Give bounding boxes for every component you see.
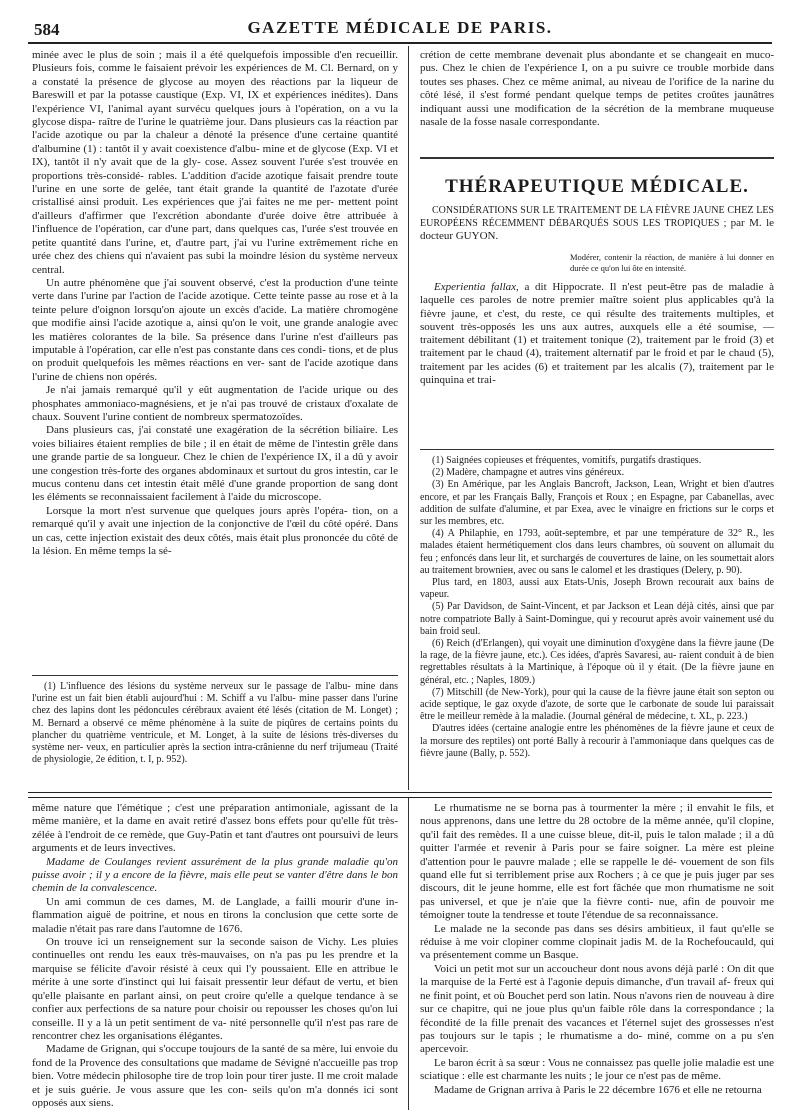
right-column-text — [420, 49, 774, 145]
paragraph: Un ami commun de ces dames, M. de Langlade, a failli mourir d'une in- flammation aiguë de poitrine, et nous en tirons la conclusion que cette sorte de maladie n'était pas rare dans l'automne de 1676. — [32, 895, 398, 935]
paragraph: Un autre phénomène que j'ai souvent observé, c'est la production d'une teinte verte dans l'urine par l'action de l'acide azotique. Cette teinte passe au rose et à la teinte pelure d'oignon lorsqu'on ajoute un excès d'acide. La matière chromogène que modifie ainsi l'acide azotique a, ainsi qu'on le voit, une grande analogie avec les matières colorantes de la bile. Sa présence dans l'urine n'est d'ailleurs pas imputable à l'opération, car elle n'est pas constante dans ces condi- tions, et de plus on produit quelquefois les mêmes réactions en ver- sant de l'acide azotique dans l'urine de chiens non opérés. — [32, 276, 398, 383]
paragraph: Madame de Grignan, qui s'occupe toujours de la santé de sa mère, lui envoie du fond de la Provence des consultations que madame de Sévigné n'accueille pas trop bien. Votre médecin philosophe tire de trop loin pour tirer juste. Il me croit malade et je suis guérie. Je vous assure que les con- seils qu'on m'a donnés ici sont opposés aux siens. — [32, 1043, 398, 1108]
latin-quote: Experientia fallax, — [434, 281, 519, 293]
page-header — [0, 0, 800, 44]
column-divider — [408, 798, 409, 1110]
footnote: (5) Par Davidson, de Saint-Vincent, et par Jackson et Lean déjà cités, ainsi que par notre compatriote Bally à Saint-Domingue, qui y recourut après avoir vainement usé du bain froid seul. — [420, 601, 774, 637]
section-title: THÉRAPEUTIQUE MÉDICALE. — [445, 176, 749, 197]
section-divider — [420, 157, 774, 159]
right-footnotes — [420, 455, 774, 789]
paragraph: Madame de Coulanges revient assurément de la plus grande maladie qu'on puisse avoir ; il y a encore de la fièvre, mais elle peut se vanter d'être dans le bon chemin de la convalescence. — [32, 855, 398, 895]
opening-text: a dit Hippocrate. Il n'est peut-être pas de maladie à laquelle ces paroles de notre premier maître soient plus applicables qu'à la fièvre jaune, et c'est, du reste, ce qui résulte des traitements multiples, et souvent très-opposés les uns aux autres, auxquels elle a été soumise, — traitement débilitant (1) et traitement tonique (2), traitement par le froid (3) et traitement par le chaud (4), traitement alternatif par le froid et par le chaud (5), traitement par les acides (6) et traitement par les alcalis (7), traitement par le quinquina et trai- — [420, 281, 774, 387]
paragraph: Dans plusieurs cas, j'ai constaté une exagération de la sécrétion biliaire. Les voies biliaires étaient remplies de bile ; il en était de même de l'intestin grêle dans une grande partie de sa longueur. Chez le chien de l'expérience IX, il a dû y avoir une congestion très-forte des organes abdominaux et surtout du gros intestin, car le mucus contenu dans cet intestin était mêlé d'une grande proportion de sang dont les éléments se reconnaissaient facilement à l'aide du microscope. — [32, 424, 398, 504]
paragraph: Lorsque la mort n'est survenue que quelques jours après l'opéra- tion, on a remarqué qu'il y avait une injection de la conjonctive de l'œil du côté opéré. Dans un cas, cette injection existait des deux côtés, mais était plus prononcée du côté de la lésion. En même temps la sé- — [32, 504, 398, 558]
therapy-section — [420, 176, 774, 387]
paragraph: On trouve ici un renseignement sur la seconde saison de Vichy. Les pluies continuelles ont rendu les eaux très-mauvaises, on n'a pas pu les prendre et la marquise se félicite d'avoir résisté à ceux qui l'y poussaient. Elle en attribue le mérite à une sorte d'instinct qui lui faisait pressentir leur défaut de vertu, et bien qu'elle plaisante en parlant ainsi, on peut croire qu'elle a quelque tendance à se confier aux perfections de sa nature pour choisir ou repousser les choses qu'on lui conseille. Il y a là un petit sentiment de va- nité personnelle qu'il n'est pas rare de rencontrer chez les organisations élégantes. — [32, 936, 398, 1042]
paragraph: Voici un petit mot sur un accoucheur dont nous avons déjà parlé : On dit que la marquise de la Ferté est à l'agonie depuis dimanche, d'un travail af- freux qui ne finit point, et où Bouchet perd son latin. Nous n'avons rien de nouveau à dire sur ce chapitre, qui ne joue plus qu'un faible rôle dans la correspondance ; la fécondité de la fille prenait des vacances et l'éternel sujet des grossesses n'est pas toujours sur le tapis ; le rhumatisme a do- miné, comme on a pu s'en apercevoir. — [420, 962, 774, 1056]
footnote: (1) Saignées copieuses et fréquentes, vomitifs, purgatifs drastiques. — [432, 455, 702, 466]
footnote: D'autres idées (certaine analogie entre les phénomènes de la fièvre jaune et ceux de la morsure des reptiles) ont porté Bally à recourir à l'ammoniaque dans quelques cas de fièvre jaune (Bally, p. 552). — [420, 723, 774, 759]
paragraph: Le malade ne la seconde pas dans ses désirs ambitieux, il faut qu'elle se réduise à me voir clopiner comme clopinait jadis M. de la Rochefoucauld, qui va présentement comme un Basque. — [420, 922, 774, 962]
footnote-text: (1) L'influence des lésions du système nerveux sur le passage de l'albu- mine dans l'urine est un fait bien établi aujourd'hui : M. Schiff a vu l'albu- mine passer dans l'urine chez des lapins dont les pédoncules cérébraux avaient été lésés (citation de M. Longet) ; M. Bernard a observé ce même phénomène à la suite de piqûres de certains points du plancher du quatrième ventricule, et M. Longet, à la suite de lésions très-diverses du système ner- veux, en particulier après la section intra-crânienne du nerf trijumeau (Traité de physiologie, 2e édition, t. I, p. 952). — [32, 681, 398, 766]
footnote: (7) Mitschill (de New-York), pour qui la cause de la fièvre jaune était son septon ou acide septique, le gaz oxyde d'azote, de sorte que le carbonate de soude lui paraissait être le meilleur remède à la maladie. (Journal général de médecine, t. XL, p. 223.) — [420, 686, 774, 723]
journal-title: GAZETTE MÉDICALE DE PARIS. — [247, 18, 553, 37]
bottom-right-column — [420, 802, 774, 1108]
paragraph: crétion de cette membrane devenait plus abondante et se changeait en muco-pus. Chez le chien de l'expérience I, on a pu suivre ce trouble morbide dans toutes ses phases. Chez ce même animal, au niveau de l'orifice de la narine du côté lésé, il s'est formé pendant quelque temps de petites croûtes jaunâtres indiquant aussi une modification de la sécrétion de la membrane muqueuse nasale de la fosse nasale correspondante. — [420, 49, 774, 129]
epigraph: Modérer, contenir la réaction, de manière à lui donner en durée ce qu'on lui ôte en intensité. — [570, 252, 774, 273]
header-rule — [28, 42, 772, 44]
paragraph: Le baron écrit à sa sœur : Vous ne connaissez pas quelle jolie maladie est une sciatique : elle est charmante les nuits ; le jour ce n'est pas de même. — [420, 1056, 774, 1083]
footnote-divider — [32, 675, 398, 676]
paragraph: Je n'ai jamais remarqué qu'il y eût augmentation de l'acide urique ou des phosphates ammoniaco-magnésiens, et je n'ai pas trouvé de cristaux d'oxalate de chaux. Souvent l'urine contient de nombreux spermatozoïdes. — [32, 384, 398, 423]
left-column-text — [32, 49, 398, 645]
left-footnote — [32, 681, 398, 787]
footnote: Plus tard, en 1803, aussi aux Etats-Unis, Joseph Brown recourait aux bains de vapeur. — [420, 577, 774, 601]
footnote: (4) A Philaphie, en 1793, août-septembre, et par une température de 32° R., les malades étaient hermétiquement clos dans leurs chambres, où souvent on allumait du feu ; enfoncés dans leur lit, et surchargés de couvertures de laine, on les soumettait alors au traitement browniен, avec ou sans le calomel et les drastiques (Delery, p. 90). — [420, 528, 774, 576]
page-number: 584 — [34, 20, 60, 39]
subtitle-text: CONSIDÉRATIONS SUR LE TRAITEMENT DE LA FIÈVRE JAUNE CHEZ LES EUROPÉENS RÉCEMMENT DÉBARQUÉS SOUS LES TROPIQUES ; — [420, 205, 774, 229]
paragraph: Le rhumatisme ne se borna pas à tourmenter la mère ; il envahit le fils, et nous apprenons, dans une lettre du 28 octobre de la même année, qu'il clopine, qu'il fait des remèdes. Il a une cuisse bleue, dit-il, puis le talon malade ; il a dû quitter l'armée et revenir à Paris pour se faire soigner. La mère est pleine d'attention pour le pauvre malade ; elle se rappelle le dé- vouement de son fils quand elle fut si terriblement prise aux Rochers ; à ce que je puis juger par ses discours, dit le jeune homme, elle est fort fâchée que mon rhumatisme ne soit pas universel, et que je n'aie que la fièvre conti- nue, afin de pouvoir me témoigner toute la tendresse et toute l'étendue de sa reconnaissance. — [420, 802, 774, 922]
author-line: par M. le docteur GUYON. — [420, 217, 775, 242]
feuilleton-separator — [28, 792, 772, 798]
bottom-left-column — [32, 802, 398, 1108]
footnote-divider — [420, 449, 774, 450]
article-subtitle — [420, 205, 774, 243]
paragraph: Madame de Grignan arriva à Paris le 22 décembre 1676 et elle ne retourna — [434, 1083, 762, 1096]
footnote: (2) Madère, champagne et autres vins généreux. — [432, 467, 625, 479]
paragraph: minée avec le plus de soin ; mais il a été quelquefois impossible d'en recueillir. Plusieurs fois, comme le faisaient prévoir les expériences de M. Cl. Bernard, on y a constaté la présence de glycose au moyen des réactions par la liqueur de Bareswill et par la potasse caustique (Exp. VI, IX et expériences inédites). Dans l'expérience VI, l'animal ayant survécu quelques jours à l'opération, on a vu la glycose dispa- raître de l'urine le quatrième jour. Dans plusieurs cas la réaction par l'acide azotique ou par la chaleur a dénoté la présence d'une certaine quantité d'albumine (1) : tantôt il y avait coexistence d'albu- mine et de glycose (Exp. VI et IX), tantôt il n'y avait que de la gly- cose. Assez souvent l'urée s'est trouvée en proportions très-considé- rables. L'addition d'acide azotique faisait prendre toute l'urine en une sorte de gelée, tant était grande la quantité de l'azotate d'urée cristallisé ainsi produit. Les expériences que j'ai faites ne me per- mettent point d'ailleurs d'affirmer que l'excrétion abondante d'urée doive être attribuée à l'influence de l'opération, car d'une part, dans quelques cas, l'urée s'est trouvée en petite quantité dans l'urine, et, d'autre part, j'ai vu l'urine extrêmement riche en urée chez des chiens qui n'avaient pas subi la moindre lésion du système nerveux central. — [32, 49, 398, 276]
article-opening — [420, 281, 774, 387]
footnote: (3) En Amérique, par les Anglais Bancroft, Jackson, Lean, Wright et bien d'autres encore, et par les Français Bally, François et Roux ; en Espagne, par Cabanellas, avec addition de sulfate d'alumine, et par Exea, avec le vinaigre en frictions sur le corps et sur les membres, etc. — [420, 479, 774, 528]
footnote: (6) Reich (d'Erlangen), qui voyait une diminution d'oxygène dans la fièvre jaune (De la rage, de la fièvre jaune, etc.). Ces idées, d'après Savaresi, au- raient conduit à de bien regrettables résultats à la Martinique, à l'époque où il y était. (De la fièvre jaune en général, etc. ; Naples, 1809.) — [420, 638, 774, 686]
column-divider — [408, 46, 409, 790]
paragraph: même nature que l'émétique ; c'est une préparation antimoniale, agissant de la même manière, et la dame en avait retiré d'assez bons effets pour qu'elle fût très-zélée à l'endroit de ce remède, que Guy-Patin et tant d'autres ont poursuivi de leurs arguments et de leurs invectives. — [32, 802, 398, 855]
